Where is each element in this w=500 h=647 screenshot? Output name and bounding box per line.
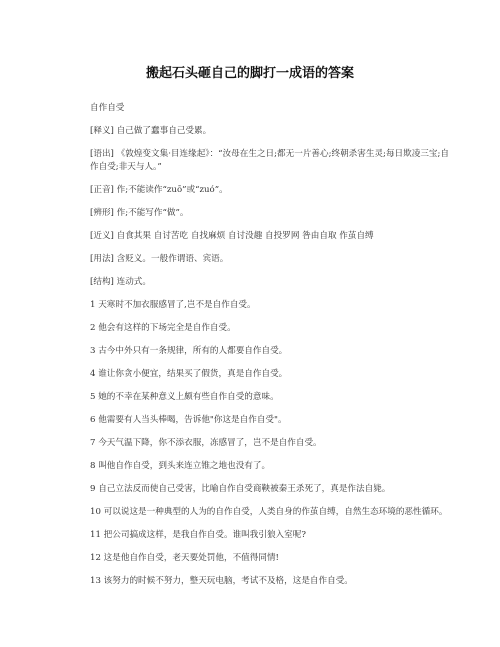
example-sentence-4: 4 谁让你贪小便宜，结果买了假货，真是自作自受。 [90, 369, 288, 379]
document-body [90, 102, 450, 598]
example-sentence-11: 11 把公司搞成这样，是我自作自受。谁叫我引狼入室呢? [90, 530, 306, 540]
example-sentence-8: 8 叫他自作自受，到头来连立锥之地也没有了。 [90, 461, 271, 471]
example-sentence-2: 2 他会有这样的下场完全是自作自受。 [90, 323, 236, 333]
paragraph-source: [语出] 《敦煌变文集·目连缘起》：“汝母在生之日;都无一片善心;终朝杀害生灵;每日欺凌三宝;自作自受;非天与人。” [90, 149, 450, 172]
example-sentence-1: 1 天寒时不加衣服感冒了,岂不是自作自受。 [90, 300, 256, 310]
example-sentence-9: 9 自己立法反而使自己受害，比喻自作自受商鞅被秦王杀死了，真是作法自毙。 [90, 484, 391, 494]
example-sentence-13: 13 该努力的时候不努力，整天玩电脑，考试不及格，这是自作自受。 [90, 576, 353, 586]
paragraph-definition: [释义] 自己做了蠢事自己受累。 [90, 126, 212, 136]
paragraph-form: [辨形] 作;不能写作“做”。 [90, 208, 189, 218]
example-sentence-6: 6 他需要有人当头棒喝，告诉他"你这是自作自受"。 [90, 415, 287, 425]
page-title: 搬起石头砸自己的脚打一成语的答案 [145, 66, 354, 81]
example-sentence-7: 7 今天气温下降，你不添衣服，冻感冒了，岂不是自作自受。 [90, 438, 322, 448]
paragraph-pronunciation: [正音] 作;不能读作“zuō”或“zuó”。 [90, 185, 228, 195]
example-sentence-12: 12 这是他自作自受，老天要处罚他，不值得同情! [90, 553, 279, 563]
paragraph-synonyms: [近义] 自食其果 自讨苦吃 自找麻烦 自讨没趣 自投罗网 咎由自取 作茧自缚 [90, 231, 374, 241]
paragraph-structure: [结构] 连动式。 [90, 277, 151, 287]
example-sentence-5: 5 她的不幸在某种意义上颇有些自作自受的意味。 [90, 392, 279, 402]
paragraph-headword: 自作自受 [90, 103, 125, 113]
example-sentence-10: 10 可以说这是一种典型的人为的自作自受，人类自身的作茧自缚，自然生态环境的恶性循环。 [90, 507, 448, 517]
paragraph-usage: [用法] 含贬义。一般作谓语、宾语。 [90, 254, 229, 264]
example-sentence-3: 3 古今中外只有一条规律，所有的人都要自作自受。 [90, 346, 288, 356]
